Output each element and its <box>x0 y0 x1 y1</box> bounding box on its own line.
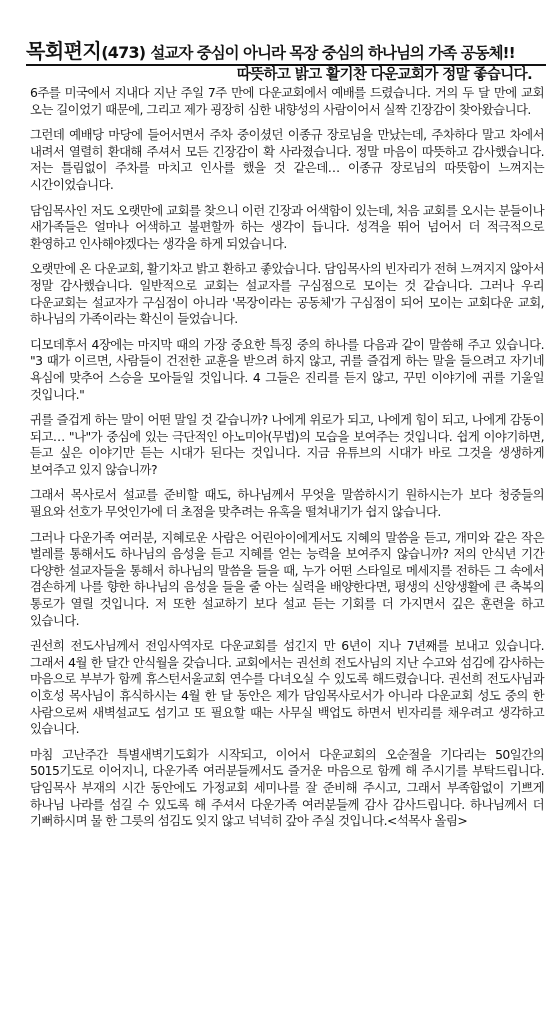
paragraph: 그런데 예배당 마당에 들어서면서 주차 중이셨던 이종규 장로님을 만났는데, 주차하다 말고 차에서 내려서 열렬히 환대해 주셔서 모든 긴장감이 확 사라졌습니다. 정말 마음이 따뜻하고 감사했습니다. 저는 틀림없이 주차를 마치고 인사를 했을 것 같은데… 이종규 장로님의 따뜻함이 느껴지는 시간이었습니다. <box>30 127 544 192</box>
letter-title: 설교자 중심이 아니라 목장 중심의 하나님의 가족 공동체!! <box>150 44 515 62</box>
paragraph: 그러나 다운가족 여러분, 지혜로운 사람은 어린아이에게서도 지혜의 말씀을 듣고, 개미와 같은 작은 벌레를 통해서도 하나님의 음성을 듣고 지혜를 얻는 능력을 보여주지 않습니까? 저의 안식년 기간 다양한 설교자들을 통해서 하나님의 말씀을 들을 때, 누가 어떤 스타일로 메세지를 전하든 그 속에서 겸손하게 나를 향한 하나님의 음성을 들을 줄 아는 실력을 배양한다면, 평생의 신앙생활에 큰 축복의 통로가 열릴 것입니다. 저 또한 설교하기 보다 설교 듣는 기회를 더 가지면서 깊은 훈련을 하고 있습니다. <box>30 529 544 628</box>
paragraph: 그래서 목사로서 설교를 준비할 때도, 하나님께서 무엇을 말씀하시기 원하시는가 보다 청중들의 필요와 선호가 무엇인가에 더 초점을 맞추려는 유혹을 떨쳐내기가 쉽지 않습니다. <box>30 487 544 520</box>
letter-header <box>26 38 546 66</box>
paragraph: 디모데후서 4장에는 마지막 때의 가장 중요한 특징 중의 하나를 다음과 같이 말씀해 주고 있습니다. "3 때가 이르면, 사람들이 건전한 교훈을 받으려 하지 않고, 귀를 즐겁게 하는 말을 들으려고 자기네 욕심에 맞추어 스승을 모아들일 것입니다. 4 그들은 진리를 듣지 않고, 꾸민 이야기에 귀를 기울일 것입니다." <box>30 336 544 402</box>
paragraph: 6주를 미국에서 지내다 지난 주일 7주 만에 다운교회에서 예배를 드렸습니다. 거의 두 달 만에 교회 오는 길이었기 때문에, 그리고 제가 굉장히 심한 내향성의 사람이어서 실짝 긴장감이 찾아왔습니다. <box>30 85 544 117</box>
paragraph: 마침 고난주간 특별새벽기도회가 시작되고, 이어서 다운교회의 오순절을 기다리는 50일간의 5015기도로 이어지니, 다운가족 여러분들께서도 즐거운 마음으로 함께 해 주시기를 부탁드립니다. 담임목사 부재의 시간 동안에도 가정교회 세미나를 잘 준비해 주시고, 그래서 부족함없이 기쁘게 하나님 나라를 섬길 수 있도록 해 주셔서 다운가족 여러분들께 감사 감사드립니다. 하나님께서 더 기뻐하시며 물 한 그릇의 섬김도 잊지 않고 넉넉히 갚아 주실 것입니다.<석목사 올림> <box>30 746 544 829</box>
issue-number: (473) <box>101 43 146 62</box>
paragraph: 귀를 즐겁게 하는 말이 어떤 말일 것 같습니까? 나에게 위로가 되고, 나에게 힘이 되고, 나에게 감동이 되고… "나"가 중심에 있는 극단적인 아노미아(무법)의 모습을 보여주는 것입니다. 쉽게 이야기하면, 듣고 싶은 이야기만 듣는 시대가 된다는 것입니다. 지금 유튜브의 시대가 바로 그것을 생생하게 보여주고 있지 않습니까? <box>30 412 544 477</box>
letter-body <box>30 85 544 839</box>
letter-subtitle: 따뜻하고 밝고 활기찬 다운교회가 정말 좋습니다. <box>236 67 532 83</box>
column-label: 목회편지 <box>26 39 102 63</box>
paragraph: 담임목사인 저도 오랫만에 교회를 찾으니 이런 긴장과 어색함이 있는데, 처음 교회를 오시는 분들이나 새가족들은 얼마나 어색하고 불편할까 하는 생각이 듭니다. 성격을 뛰어 넘어서 더 적극적으로 환영하고 인사해야겠다는 생각을 하게 되었습니다. <box>30 202 544 251</box>
paragraph: 오랫만에 온 다운교회, 활기차고 밝고 환하고 좋았습니다. 담임목사의 빈자리가 전혀 느껴지지 않아서 정말 감사했습니다. 일반적으로 교회는 설교자를 구심점으로 모이는 것 같습니다. 그러나 우리 다운교회는 설교자가 구심점이 아니라 '목장이라는 공동체'가 구심점이 되어 모이는 교회다운 교회, 하나님의 가족이라는 확신이 들었습니다. <box>30 261 544 327</box>
paragraph: 권선희 전도사님께서 전임사역자로 다운교회를 섬긴지 만 6년이 지나 7년째를 보내고 있습니다. 그래서 4월 한 달간 안식월을 갖습니다. 교회에서는 권선희 전도사님의 지난 수고와 섬김에 감사하는 마음으로 부부가 함께 휴스턴서울교회 연수를 다녀오실 수 있도록 해드렸습니다. 권선희 전도사님과 이호성 목사님이 휴식하시는 4월 한 달 동안은 제가 담임목사로서가 아니라 다운교회 성도 중의 한 사람으로써 새벽설교도 섬기고 또 필요할 때는 사무실 백업도 하면서 빈자리를 채우려고 생각하고 있습니다. <box>30 638 544 737</box>
